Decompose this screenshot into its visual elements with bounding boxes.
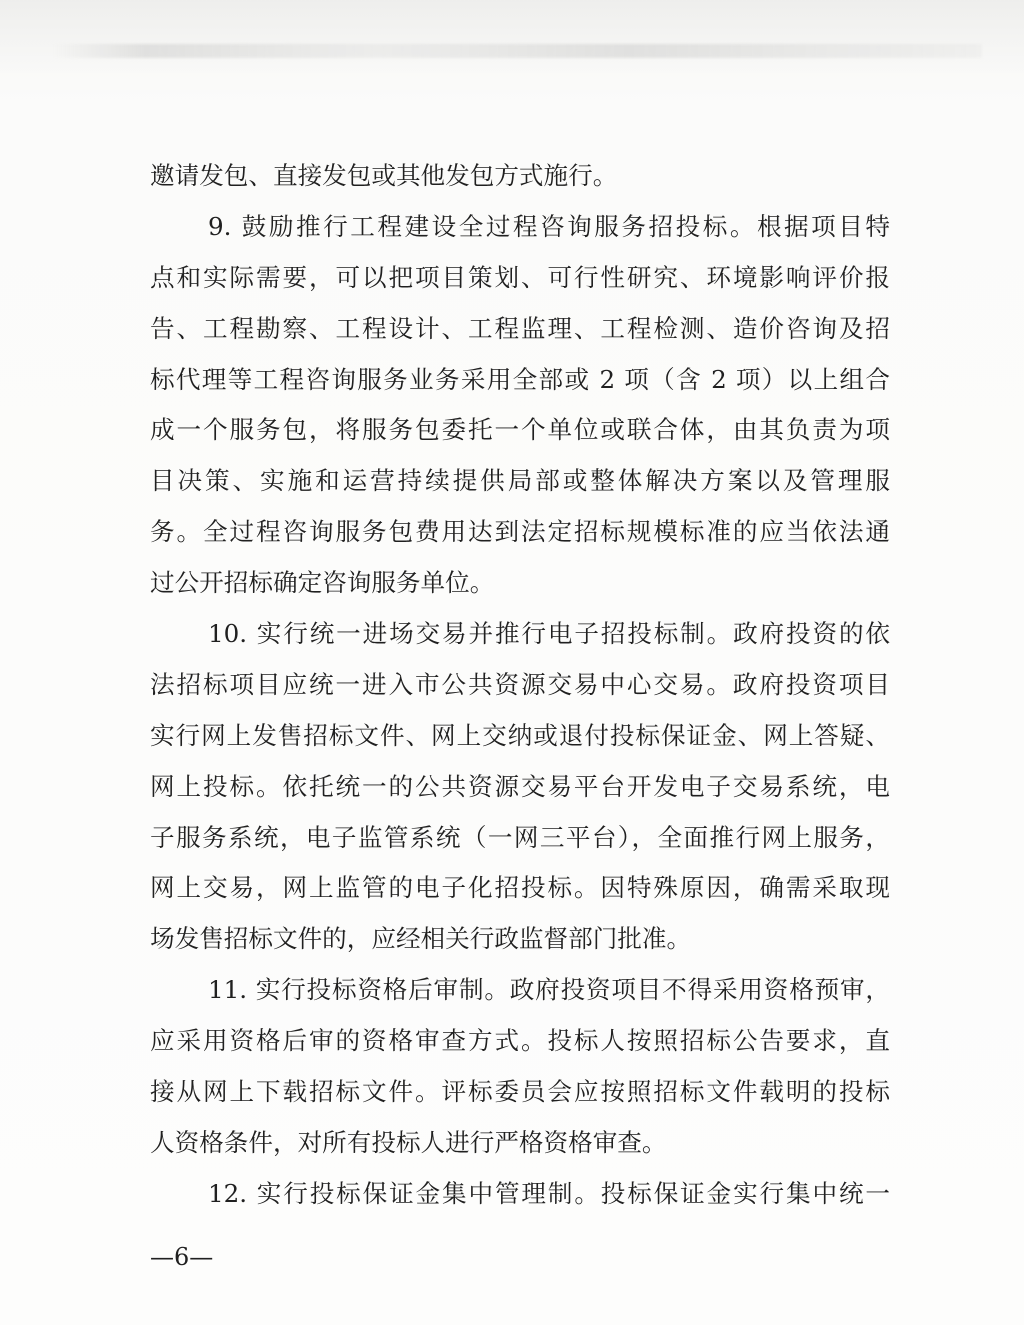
body-line: 实行网上发售招标文件、网上交纳或退付投标保证金、网上答疑、 <box>150 720 890 750</box>
body-line: 11. 实行投标资格后审制。政府投资项目不得采用资格预审， <box>208 975 890 1005</box>
document-body <box>150 151 890 1220</box>
body-line: 过公开招标确定咨询服务单位。 <box>150 568 495 598</box>
body-line: 子服务系统，电子监管系统（一网三平台），全面推行网上服务， <box>150 822 890 852</box>
body-line: 目决策、实施和运营持续提供局部或整体解决方案以及管理服 <box>150 466 890 496</box>
body-line: 9. 鼓励推行工程建设全过程咨询服务招投标。根据项目特 <box>208 211 890 241</box>
body-line: 人资格条件，对所有投标人进行严格资格审查。 <box>150 1127 667 1157</box>
body-line: 网上投标。依托统一的公共资源交易平台开发电子交易系统，电 <box>150 771 890 801</box>
body-line: 务。全过程咨询服务包费用达到法定招标规模标准的应当依法通 <box>150 517 890 547</box>
scan-artifact <box>52 44 982 58</box>
body-line: 应采用资格后审的资格审查方式。投标人按照招标公告要求，直 <box>150 1026 890 1056</box>
body-line: 点和实际需要，可以把项目策划、可行性研究、环境影响评价报 <box>150 262 890 292</box>
body-line: 12. 实行投标保证金集中管理制。投标保证金实行集中统一 <box>208 1178 890 1208</box>
scan-shadow <box>0 0 1024 78</box>
page-number: —6— <box>150 1243 214 1271</box>
body-line: 成一个服务包，将服务包委托一个单位或联合体，由其负责为项 <box>150 415 890 445</box>
body-line: 告、工程勘察、工程设计、工程监理、工程检测、造价咨询及招 <box>150 313 890 343</box>
body-line: 标代理等工程咨询服务业务采用全部或 2 项（含 2 项）以上组合 <box>150 364 890 394</box>
body-line: 网上交易，网上监管的电子化招投标。因特殊原因，确需采取现 <box>150 873 890 903</box>
body-line: 场发售招标文件的，应经相关行政监督部门批准。 <box>150 924 692 954</box>
body-line: 法招标项目应统一进入市公共资源交易中心交易。政府投资项目 <box>150 669 890 699</box>
body-line: 邀请发包、直接发包或其他发包方式施行。 <box>150 161 618 190</box>
body-line: 接从网上下载招标文件。评标委员会应按照招标文件载明的投标 <box>150 1077 890 1107</box>
body-line: 10. 实行统一进场交易并推行电子招投标制。政府投资的依 <box>208 619 890 649</box>
